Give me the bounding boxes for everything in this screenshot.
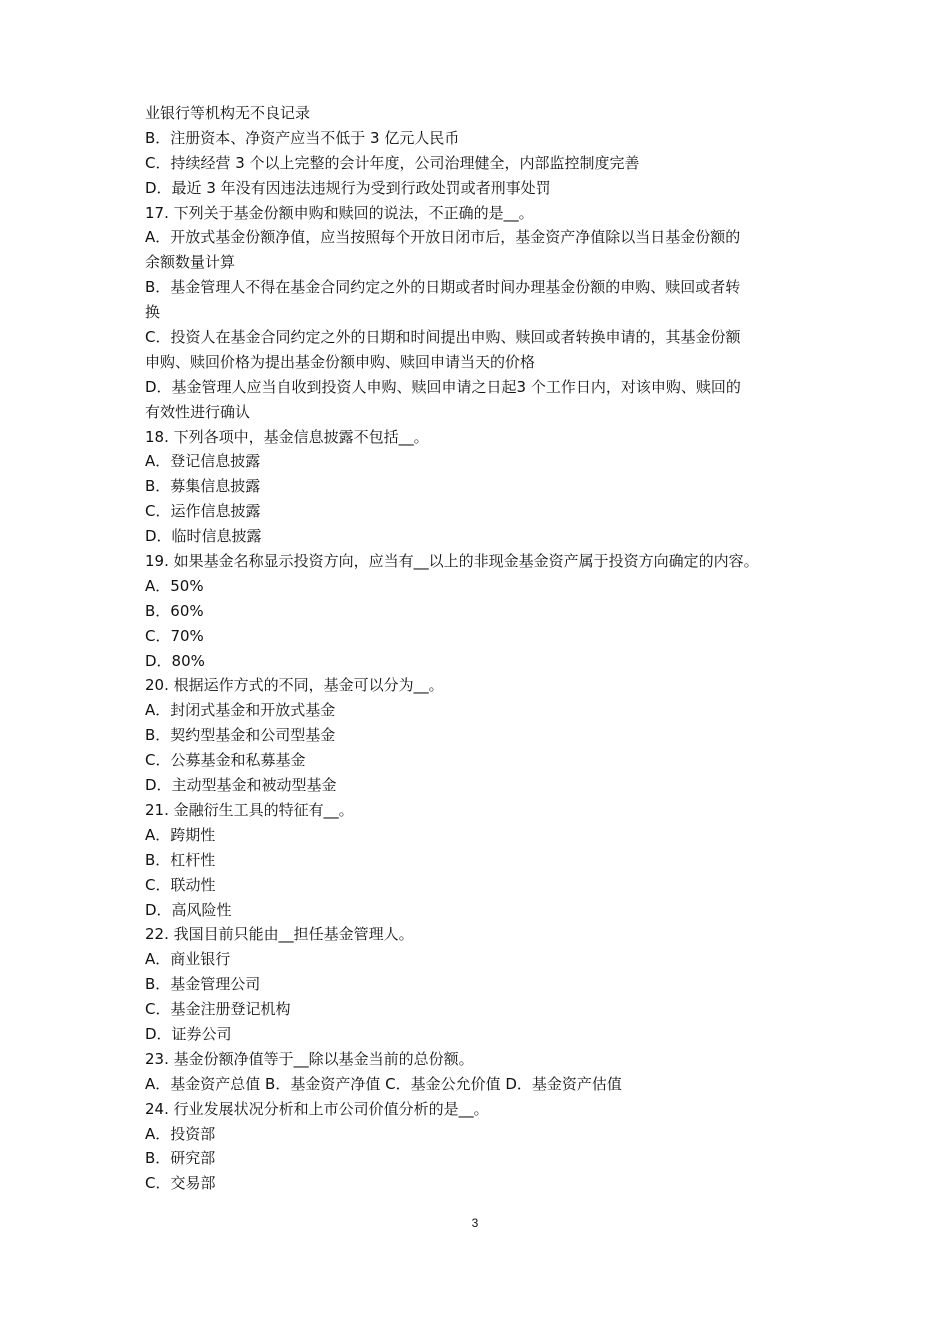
text-line: C．70% — [145, 626, 204, 645]
text-line: A．开放式基金份额净值，应当按照每个开放日闭市后，基金资产净值除以当日基金份额的 — [145, 228, 741, 247]
question-text: 21. 金融衍生工具的特征有__。 — [145, 800, 354, 819]
text-line: A．商业银行 — [145, 950, 231, 969]
text-line: B．注册资本、净资产应当不低于 3 亿元人民币 — [145, 128, 460, 147]
text-line: D．临时信息披露 — [145, 527, 262, 546]
text-line: D．80% — [145, 651, 205, 670]
text-line: C．持续经营 3 个以上完整的会计年度，公司治理健全，内部监控制度完善 — [145, 153, 640, 172]
text-line: 余额数量计算 — [145, 253, 236, 272]
text-line: B．研究部 — [145, 1149, 216, 1168]
text-line: C．交易部 — [145, 1174, 216, 1193]
text-line: 换 — [145, 303, 161, 322]
text-line: D．基金管理人应当自收到投资人申购、赎回申请之日起3 个工作日内，对该申购、赎回的 — [145, 377, 741, 396]
text-line: A．跨期性 — [145, 825, 216, 844]
text-line: A．投资部 — [145, 1124, 216, 1143]
text-line: B．杠杆性 — [145, 850, 216, 869]
question-text: 22. 我国目前只能由__担任基金管理人。 — [145, 925, 414, 944]
question-text: 20. 根据运作方式的不同，基金可以分为__。 — [145, 676, 444, 695]
text-line: B．基金管理人不得在基金合同约定之外的日期或者时间办理基金份额的申购、赎回或者转 — [145, 278, 741, 297]
text-line: A．基金资产总值 B．基金资产净值 C．基金公允价值 D．基金资产估值 — [145, 1074, 622, 1093]
text-line: C．公募基金和私募基金 — [145, 751, 306, 770]
text-line: B．基金管理公司 — [145, 975, 261, 994]
text-line: D．高风险性 — [145, 900, 232, 919]
question-text: 19. 如果基金名称显示投资方向，应当有__以上的非现金基金资产属于投资方向确定的内容。 — [145, 552, 759, 571]
text-line: B．60% — [145, 601, 204, 620]
text-line: C．基金注册登记机构 — [145, 1000, 291, 1019]
document-body — [145, 101, 825, 1196]
text-line: C．联动性 — [145, 875, 216, 894]
question-text: 24. 行业发展状况分析和上市公司价值分析的是__。 — [145, 1099, 489, 1118]
text-line: 业银行等机构无不良记录 — [145, 104, 311, 122]
text-line: D．证券公司 — [145, 1024, 232, 1043]
text-line: B．募集信息披露 — [145, 477, 261, 496]
text-line: D．最近 3 年没有因违法违规行为受到行政处罚或者刑事处罚 — [145, 178, 551, 197]
question-text: 18. 下列各项中，基金信息披露不包括__。 — [145, 427, 429, 446]
text-line: A．封闭式基金和开放式基金 — [145, 701, 336, 720]
text-line: 申购、赎回价格为提出基金份额申购、赎回申请当天的价格 — [145, 352, 536, 371]
text-line: C．运作信息披露 — [145, 502, 261, 521]
text-line: A．登记信息披露 — [145, 452, 261, 471]
question-text: 17. 下列关于基金份额申购和赎回的说法，不正确的是__。 — [145, 203, 534, 222]
question-text: 23. 基金份额净值等于__除以基金当前的总份额。 — [145, 1049, 474, 1068]
text-line: 有效性进行确认 — [145, 402, 251, 421]
page-number: 3 — [471, 1216, 479, 1230]
text-line: C．投资人在基金合同约定之外的日期和时间提出申购、赎回或者转换申请的，其基金份额 — [145, 328, 741, 347]
text-line: A．50% — [145, 576, 204, 595]
text-line: B．契约型基金和公司型基金 — [145, 726, 336, 745]
text-line: D．主动型基金和被动型基金 — [145, 776, 337, 795]
